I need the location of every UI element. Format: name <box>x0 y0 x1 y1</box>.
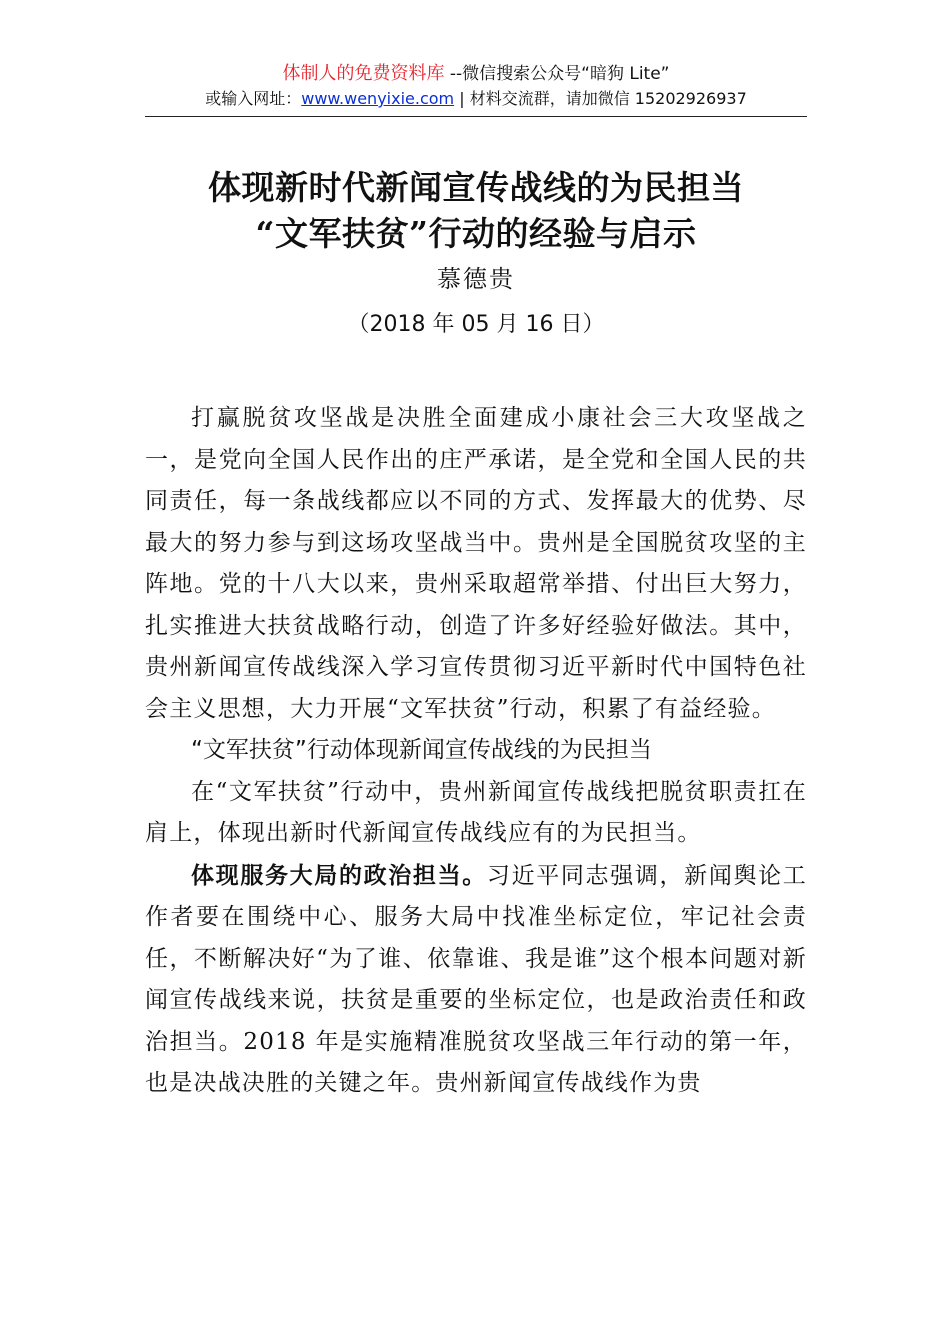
point-text: 习近平同志强调，新闻舆论工作者要在围绕中心、服务大局中找准坐标定位，牢记社会责任，不断解决好“为了谁、依靠谁、我是谁”这个根本问题对新闻宣传战线来说，扶贫是重要的坐标定位，也是政治责任和政治担当。2018 年是实施精准脱贫攻坚战三年行动的第一年，也是决战决胜的关键之年。贵州新闻宣传战线作为贵 <box>145 862 807 1096</box>
intro-paragraph: 打赢脱贫攻坚战是决胜全面建成小康社会三大攻坚战之一，是党向全国人民作出的庄严承诺，是全党和全国人民的共同责任，每一条战线都应以不同的方式、发挥最大的优势、尽最大的努力参与到这场攻坚战当中。贵州是全国脱贫攻坚的主阵地。党的十八大以来，贵州采取超常举措、付出巨大努力，扎实推进大扶贫战略行动，创造了许多好经验好做法。其中，贵州新闻宣传战线深入学习宣传贯彻习近平新时代中国特色社会主义思想，大力开展“文军扶贫”行动，积累了有益经验。 <box>145 405 807 722</box>
article-title-line-1: 体现新时代新闻宣传战线的为民担当 <box>208 168 744 207</box>
page-header <box>145 62 807 111</box>
website-link[interactable]: www.wenyixie.com <box>301 89 455 108</box>
article-author: 慕德贵 <box>437 265 515 293</box>
article-body <box>145 398 807 1105</box>
contact-info: | 材料交流群，请加微信 15202926937 <box>454 89 747 108</box>
brand-name[interactable]: 体制人的免费资料库 <box>282 63 445 84</box>
wechat-note: --微信搜索公众号“暗狗 Lite” <box>444 64 670 84</box>
header-divider <box>145 116 807 117</box>
header-line-2 <box>145 87 807 111</box>
header-line-1 <box>145 62 807 86</box>
article-date: （2018 年 05 月 16 日） <box>347 312 605 337</box>
section-heading: “文军扶贫”行动体现新闻宣传战线的为民担当 <box>191 737 652 763</box>
article-title-line-2: “文军扶贫”行动的经验与启示 <box>255 214 697 253</box>
section-paragraph: 在“文军扶贫”行动中，贵州新闻宣传战线把脱贫职责扛在肩上，体现出新时代新闻宣传战线应有的为民担当。 <box>145 778 807 846</box>
url-prefix: 或输入网址： <box>205 89 302 108</box>
point-paragraph <box>145 855 807 1105</box>
point-lead: 体现服务大局的政治担当。 <box>191 861 487 889</box>
